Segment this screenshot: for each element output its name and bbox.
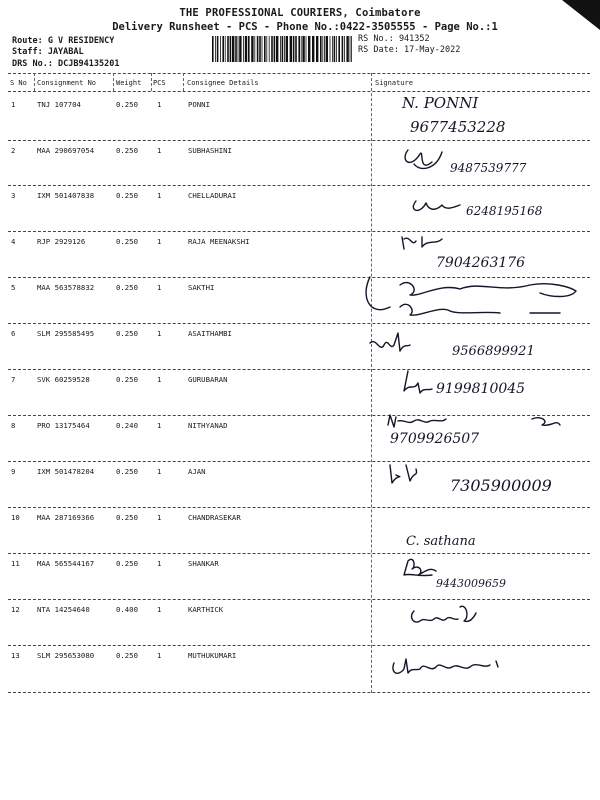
row-weight: 0.250 bbox=[116, 513, 138, 522]
row-consignee: SUBHASHINI bbox=[188, 146, 232, 155]
row-sno: 6 bbox=[11, 329, 16, 338]
row-weight: 0.250 bbox=[116, 100, 138, 109]
row-pcs: 1 bbox=[157, 100, 162, 109]
row-weight: 0.250 bbox=[116, 467, 138, 476]
row-consignment-no: MAA 565544167 bbox=[37, 559, 95, 568]
col-sep bbox=[183, 73, 184, 91]
svg-text:N. PONNI: N. PONNI bbox=[402, 94, 479, 112]
row-consignee: MUTHUKUMARI bbox=[188, 651, 237, 660]
svg-text:9709926507: 9709926507 bbox=[390, 431, 480, 447]
row-weight: 0.250 bbox=[116, 191, 138, 200]
row-consignee: AJAN bbox=[188, 467, 206, 476]
staff-label: Staff: JAYABAL bbox=[12, 47, 84, 57]
signature-handwriting bbox=[380, 415, 590, 465]
row-pcs: 1 bbox=[157, 191, 162, 200]
row-consignee: GURUBARAN bbox=[188, 375, 228, 384]
row-sno: 5 bbox=[11, 283, 16, 292]
row-weight: 0.400 bbox=[116, 605, 138, 614]
row-sno: 9 bbox=[11, 467, 16, 476]
row-weight: 0.250 bbox=[116, 329, 138, 338]
row-sno: 11 bbox=[11, 559, 20, 568]
svg-text:6248195168: 6248195168 bbox=[466, 204, 543, 218]
row-consignment-no: MAA 287169366 bbox=[37, 513, 95, 522]
table-row bbox=[0, 329, 600, 374]
row-consignment-no: NTA 14254640 bbox=[37, 605, 90, 614]
row-weight: 0.250 bbox=[116, 283, 138, 292]
svg-text:7305900009: 7305900009 bbox=[450, 476, 552, 495]
row-pcs: 1 bbox=[157, 605, 162, 614]
col-sep bbox=[151, 73, 152, 91]
row-pcs: 1 bbox=[157, 146, 162, 155]
barcode bbox=[212, 36, 352, 62]
row-pcs: 1 bbox=[157, 559, 162, 568]
svg-text:9443009659: 9443009659 bbox=[436, 577, 506, 590]
col-header-weight: Weight bbox=[116, 79, 142, 87]
rs-number: RS No.: 941352 bbox=[358, 34, 430, 44]
row-consignee: CHANDRASEKAR bbox=[188, 513, 241, 522]
row-weight: 0.250 bbox=[116, 237, 138, 246]
row-consignment-no: MAA 563578832 bbox=[37, 283, 95, 292]
table-row bbox=[0, 605, 600, 650]
svg-text:9677453228: 9677453228 bbox=[410, 118, 506, 136]
col-header-sno: S No bbox=[10, 79, 27, 87]
table-row bbox=[0, 283, 600, 328]
row-pcs: 1 bbox=[157, 283, 162, 292]
signature-handwriting bbox=[380, 323, 590, 373]
row-consignment-no: IXM 501407838 bbox=[37, 191, 95, 200]
table-row bbox=[0, 513, 600, 558]
row-consignment-no: IXM 501478204 bbox=[37, 467, 95, 476]
route-label: Route: G V RESIDENCY bbox=[12, 36, 115, 46]
row-pcs: 1 bbox=[157, 329, 162, 338]
row-consignment-no: RJP 2929126 bbox=[37, 237, 86, 246]
table-row bbox=[0, 421, 600, 466]
row-sno: 7 bbox=[11, 375, 16, 384]
document-title: THE PROFESSIONAL COURIERS, Coimbatore bbox=[179, 7, 421, 19]
row-weight: 0.250 bbox=[116, 559, 138, 568]
table-row bbox=[0, 467, 600, 512]
signature-handwriting bbox=[380, 231, 590, 281]
row-consignment-no: TNJ 107704 bbox=[37, 100, 81, 109]
row-sno: 8 bbox=[11, 421, 16, 430]
row-sno: 13 bbox=[11, 651, 20, 660]
table-row bbox=[0, 375, 600, 420]
signature-handwriting bbox=[380, 507, 590, 557]
row-consignment-no: SLM 295585495 bbox=[37, 329, 95, 338]
svg-text:9487539777: 9487539777 bbox=[450, 161, 527, 175]
row-pcs: 1 bbox=[157, 375, 162, 384]
col-header-pcs: PCS bbox=[153, 79, 166, 87]
row-pcs: 1 bbox=[157, 651, 162, 660]
row-consignee: SAKTHI bbox=[188, 283, 215, 292]
row-consignee: KARTHICK bbox=[188, 605, 224, 614]
row-pcs: 1 bbox=[157, 513, 162, 522]
signature-handwriting bbox=[380, 94, 590, 144]
row-sno: 10 bbox=[11, 513, 20, 522]
table-row bbox=[0, 94, 600, 145]
signature-handwriting bbox=[380, 553, 590, 603]
col-header-consignee: Consignee Details bbox=[187, 79, 259, 87]
signature-handwriting bbox=[380, 185, 590, 235]
table-row bbox=[0, 651, 600, 696]
row-consignee: PONNI bbox=[188, 100, 210, 109]
row-sno: 12 bbox=[11, 605, 20, 614]
row-weight: 0.250 bbox=[116, 146, 138, 155]
row-consignment-no: SLM 295653080 bbox=[37, 651, 95, 660]
svg-text:C. sathana: C. sathana bbox=[406, 534, 476, 549]
row-consignee: ASAITHAMBI bbox=[188, 329, 232, 338]
row-sno: 1 bbox=[11, 100, 16, 109]
signature-handwriting bbox=[380, 645, 590, 695]
header-top-rule bbox=[8, 73, 590, 74]
signature-handwriting bbox=[380, 277, 590, 327]
table-row bbox=[0, 237, 600, 282]
row-weight: 0.250 bbox=[116, 651, 138, 660]
row-consignee: NITHYANAD bbox=[188, 421, 228, 430]
svg-text:9566899921: 9566899921 bbox=[452, 344, 535, 359]
row-consignee: SHANKAR bbox=[188, 559, 219, 568]
row-pcs: 1 bbox=[157, 237, 162, 246]
svg-text:9199810045: 9199810045 bbox=[436, 381, 526, 397]
col-sep bbox=[113, 73, 114, 91]
row-consignee: CHELLADURAI bbox=[188, 191, 237, 200]
row-consignment-no: MAA 290697054 bbox=[37, 146, 95, 155]
row-consignment-no: PRO 13175464 bbox=[37, 421, 90, 430]
row-weight: 0.240 bbox=[116, 421, 138, 430]
table-row bbox=[0, 559, 600, 604]
col-header-consignment: Consignment No bbox=[37, 79, 97, 87]
row-sno: 2 bbox=[11, 146, 16, 155]
signature-handwriting bbox=[380, 461, 590, 511]
signature-handwriting bbox=[380, 369, 590, 419]
row-pcs: 1 bbox=[157, 421, 162, 430]
col-sep bbox=[34, 73, 35, 91]
document-subtitle: Delivery Runsheet - PCS - Phone No.:0422-3505555 - Page No.:1 bbox=[112, 21, 498, 33]
header-bottom-rule bbox=[8, 91, 590, 92]
row-divider bbox=[8, 692, 590, 693]
col-header-signature: Signature bbox=[375, 79, 413, 87]
row-consignment-no: SVK 60259528 bbox=[37, 375, 90, 384]
table-row bbox=[0, 191, 600, 236]
row-pcs: 1 bbox=[157, 467, 162, 476]
drs-number: DRS No.: DCJB94135201 bbox=[12, 59, 120, 69]
row-sno: 4 bbox=[11, 237, 16, 246]
row-weight: 0.250 bbox=[116, 375, 138, 384]
row-consignee: RAJA MEENAKSHI bbox=[188, 237, 250, 246]
svg-text:7904263176: 7904263176 bbox=[436, 255, 526, 271]
row-sno: 3 bbox=[11, 191, 16, 200]
signature-handwriting bbox=[380, 599, 590, 649]
rs-date: RS Date: 17-May-2022 bbox=[358, 45, 461, 55]
signature-handwriting bbox=[380, 140, 590, 190]
